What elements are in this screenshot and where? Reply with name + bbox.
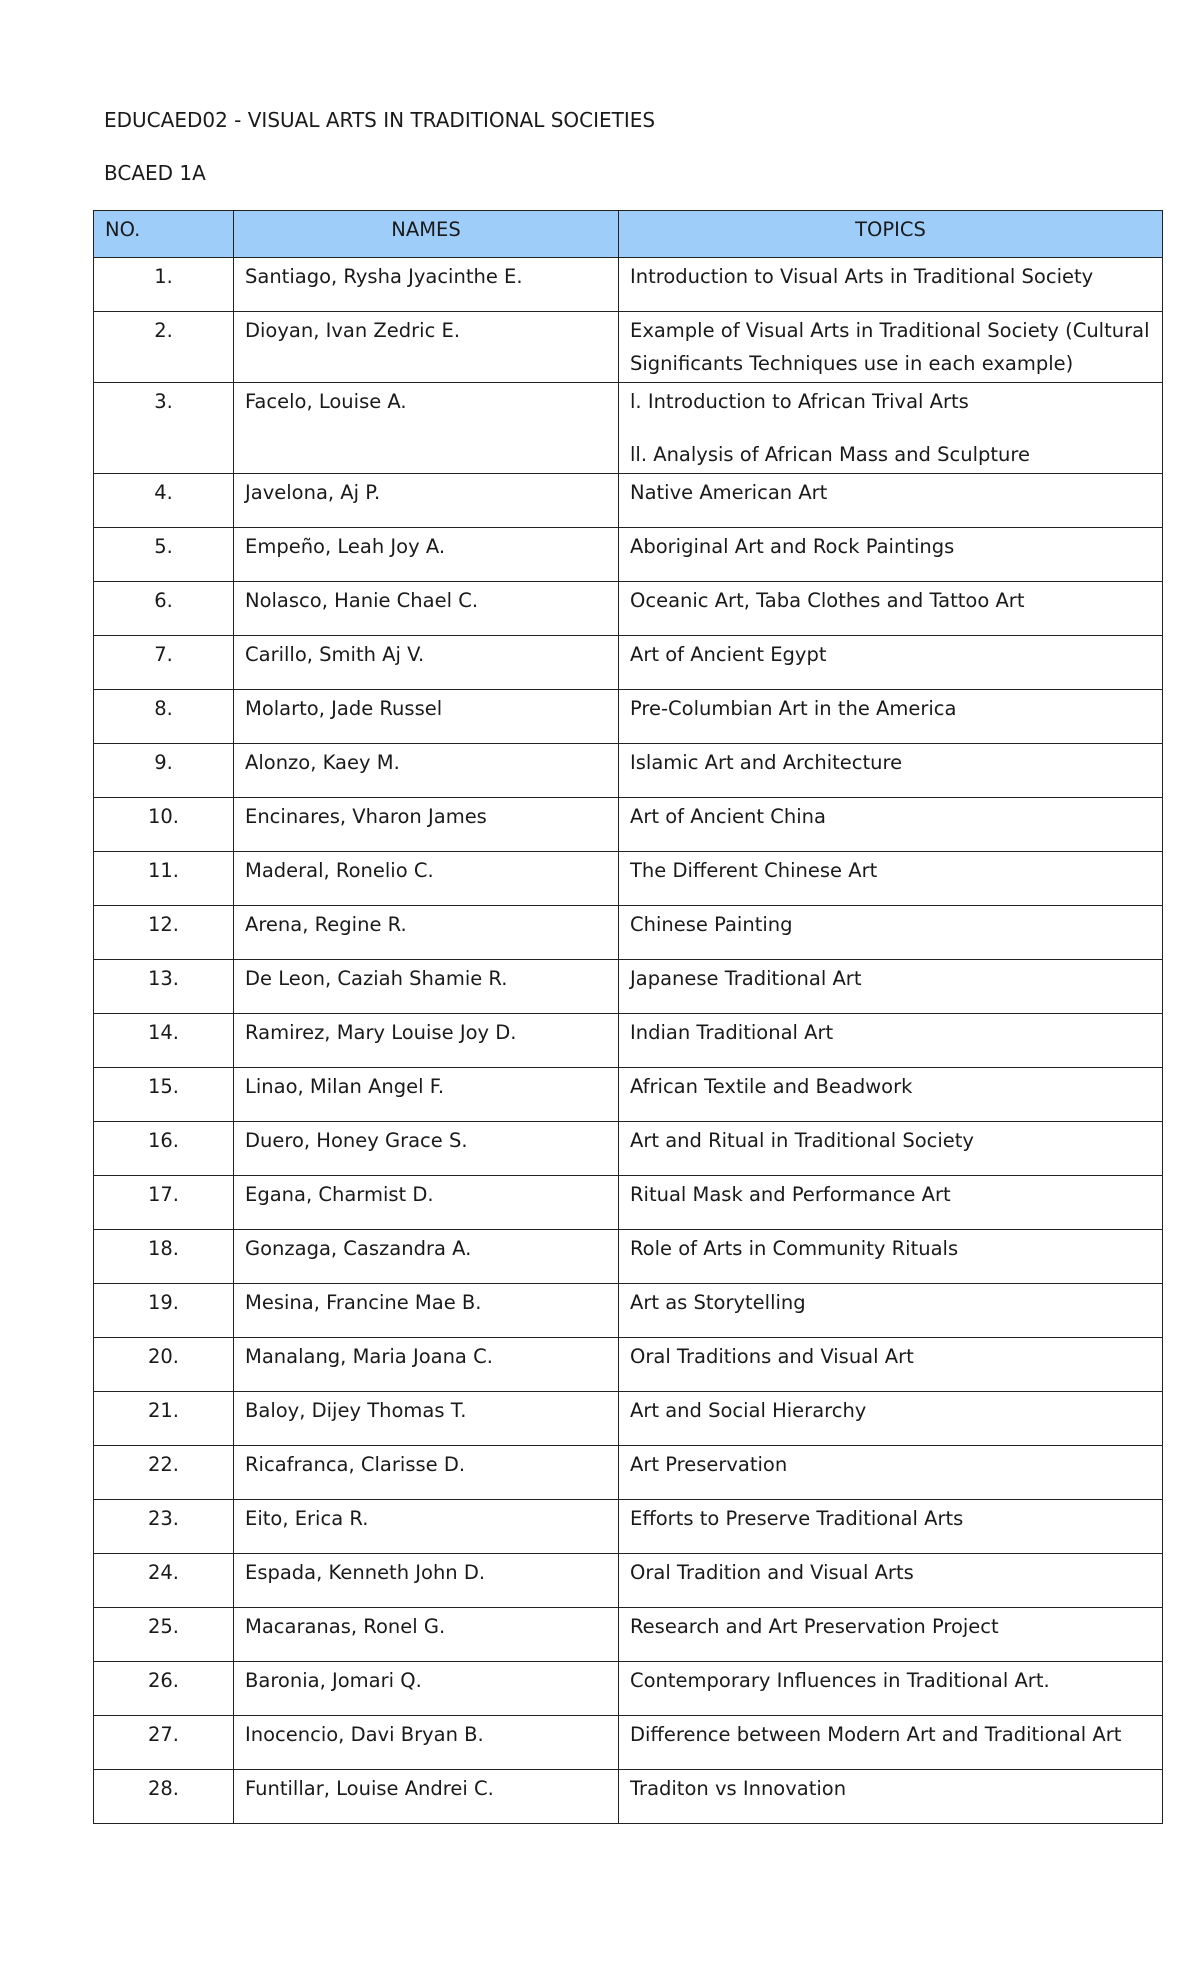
table-row (94, 312, 1163, 383)
topic-cell (619, 528, 1163, 582)
row-number: 19. (94, 1284, 234, 1338)
table-row (94, 258, 1163, 312)
topic-cell (619, 474, 1163, 528)
row-number: 6. (94, 582, 234, 636)
topic-cell (619, 1122, 1163, 1176)
topic-text: Difference between Modern Art and Traditional Art (630, 1723, 1122, 1746)
topic-text: Example of Visual Arts in Traditional Society (Cultural Significants Techniques use in each example) (630, 319, 1150, 375)
row-number: 17. (94, 1176, 234, 1230)
topic-cell (619, 1500, 1163, 1554)
student-name: Ramirez, Mary Louise Joy D. (234, 1014, 619, 1068)
row-number: 15. (94, 1068, 234, 1122)
student-name: Manalang, Maria Joana C. (234, 1338, 619, 1392)
topic-text: Ritual Mask and Performance Art (630, 1183, 951, 1206)
topic-cell (619, 690, 1163, 744)
student-name: Duero, Honey Grace S. (234, 1122, 619, 1176)
student-name: Funtillar, Louise Andrei C. (234, 1770, 619, 1824)
table-row (94, 852, 1163, 906)
student-name: Inocencio, Davi Bryan B. (234, 1716, 619, 1770)
header-topics: TOPICS (619, 211, 1163, 258)
student-name: De Leon, Caziah Shamie R. (234, 960, 619, 1014)
topic-cell (619, 582, 1163, 636)
row-number: 4. (94, 474, 234, 528)
student-name: Egana, Charmist D. (234, 1176, 619, 1230)
topic-cell (619, 852, 1163, 906)
row-number: 9. (94, 744, 234, 798)
table-row (94, 906, 1163, 960)
student-name: Eito, Erica R. (234, 1500, 619, 1554)
topic-cell (619, 1446, 1163, 1500)
row-number: 24. (94, 1554, 234, 1608)
student-name: Facelo, Louise A. (234, 383, 619, 474)
row-number: 1. (94, 258, 234, 312)
header-names: NAMES (234, 211, 619, 258)
topic-cell (619, 312, 1163, 383)
row-number: 23. (94, 1500, 234, 1554)
topic-text: Chinese Painting (630, 913, 793, 936)
table-body (94, 258, 1163, 1824)
topic-text: Art of Ancient China (630, 805, 826, 828)
table-row (94, 1446, 1163, 1500)
student-name: Nolasco, Hanie Chael C. (234, 582, 619, 636)
row-number: 25. (94, 1608, 234, 1662)
table-row (94, 1068, 1163, 1122)
topic-text: Oceanic Art, Taba Clothes and Tattoo Art (630, 589, 1025, 612)
topic-cell (619, 1176, 1163, 1230)
table-row (94, 1176, 1163, 1230)
row-number: 11. (94, 852, 234, 906)
topic-text: Art and Ritual in Traditional Society (630, 1129, 974, 1152)
row-number: 3. (94, 383, 234, 474)
topic-cell (619, 1554, 1163, 1608)
topic-cell (619, 383, 1163, 474)
topic-cell (619, 798, 1163, 852)
header-no: NO. (94, 211, 234, 258)
topic-text: Contemporary Influences in Traditional Art. (630, 1669, 1050, 1692)
row-number: 27. (94, 1716, 234, 1770)
topic-text: Art Preservation (630, 1453, 788, 1476)
row-number: 12. (94, 906, 234, 960)
row-number: 7. (94, 636, 234, 690)
table-header-row (94, 211, 1163, 258)
table-row (94, 1122, 1163, 1176)
topic-text: Native American Art (630, 481, 828, 504)
row-number: 14. (94, 1014, 234, 1068)
table-row (94, 636, 1163, 690)
topic-cell (619, 1284, 1163, 1338)
topic-cell (619, 1770, 1163, 1824)
topic-text: Research and Art Preservation Project (630, 1615, 999, 1638)
topic-cell (619, 1014, 1163, 1068)
topic-cell (619, 1392, 1163, 1446)
topic-text: Islamic Art and Architecture (630, 751, 903, 774)
row-number: 2. (94, 312, 234, 383)
table-row (94, 1392, 1163, 1446)
table-row (94, 1338, 1163, 1392)
table-row (94, 1500, 1163, 1554)
student-name: Arena, Regine R. (234, 906, 619, 960)
topic-text: Oral Tradition and Visual Arts (630, 1561, 914, 1584)
topic-text: Aboriginal Art and Rock Paintings (630, 535, 955, 558)
student-name: Macaranas, Ronel G. (234, 1608, 619, 1662)
student-name: Empeño, Leah Joy A. (234, 528, 619, 582)
student-name: Molarto, Jade Russel (234, 690, 619, 744)
table-row (94, 528, 1163, 582)
table-row (94, 1716, 1163, 1770)
student-name: Gonzaga, Caszandra A. (234, 1230, 619, 1284)
row-number: 5. (94, 528, 234, 582)
student-name: Encinares, Vharon James (234, 798, 619, 852)
topic-text: Role of Arts in Community Rituals (630, 1237, 959, 1260)
row-number: 26. (94, 1662, 234, 1716)
topic-cell (619, 258, 1163, 312)
topic-text: African Textile and Beadwork (630, 1075, 913, 1098)
table-row (94, 690, 1163, 744)
student-name: Mesina, Francine Mae B. (234, 1284, 619, 1338)
topic-cell (619, 906, 1163, 960)
table-row (94, 1230, 1163, 1284)
table-row (94, 1662, 1163, 1716)
table-row (94, 582, 1163, 636)
document-title: EDUCAED02 - VISUAL ARTS IN TRADITIONAL SOCIETIES (104, 108, 656, 132)
student-name: Alonzo, Kaey M. (234, 744, 619, 798)
row-number: 28. (94, 1770, 234, 1824)
topic-cell (619, 960, 1163, 1014)
topic-text: Introduction to Visual Arts in Traditional Society (630, 265, 1094, 288)
topic-cell (619, 1608, 1163, 1662)
table-row (94, 1284, 1163, 1338)
student-name: Santiago, Rysha Jyacinthe E. (234, 258, 619, 312)
table-row (94, 1554, 1163, 1608)
topic-text: Pre-Columbian Art in the America (630, 697, 957, 720)
student-name: Javelona, Aj P. (234, 474, 619, 528)
section-label: BCAED 1A (104, 161, 206, 185)
row-number: 20. (94, 1338, 234, 1392)
topic-cell (619, 1662, 1163, 1716)
topic-text: Art of Ancient Egypt (630, 643, 827, 666)
topic-cell (619, 1068, 1163, 1122)
student-name: Carillo, Smith Aj V. (234, 636, 619, 690)
row-number: 22. (94, 1446, 234, 1500)
topic-text: Oral Traditions and Visual Art (630, 1345, 914, 1368)
topic-text: Indian Traditional Art (630, 1021, 834, 1044)
topic-cell (619, 1716, 1163, 1770)
row-number: 16. (94, 1122, 234, 1176)
student-name: Ricafranca, Clarisse D. (234, 1446, 619, 1500)
topic-cell (619, 1338, 1163, 1392)
table-row (94, 744, 1163, 798)
row-number: 21. (94, 1392, 234, 1446)
table-row (94, 1014, 1163, 1068)
topic-cell (619, 636, 1163, 690)
table-row (94, 1608, 1163, 1662)
student-name: Espada, Kenneth John D. (234, 1554, 619, 1608)
topic-cell (619, 744, 1163, 798)
table-row (94, 383, 1163, 474)
topic-text: l. Introduction to African Trival Arts (630, 390, 969, 413)
table-row (94, 1770, 1163, 1824)
topic-text: Traditon vs Innovation (630, 1777, 847, 1800)
student-name: Baronia, Jomari Q. (234, 1662, 619, 1716)
assignment-table (93, 210, 1163, 1824)
topic-text: Japanese Traditional Art (630, 967, 862, 990)
row-number: 18. (94, 1230, 234, 1284)
topic-cell (619, 1230, 1163, 1284)
student-name: Maderal, Ronelio C. (234, 852, 619, 906)
table-row (94, 798, 1163, 852)
table-row (94, 960, 1163, 1014)
topic-text: Art as Storytelling (630, 1291, 806, 1314)
student-name: Linao, Milan Angel F. (234, 1068, 619, 1122)
student-name: Baloy, Dijey Thomas T. (234, 1392, 619, 1446)
topic-text: Art and Social Hierarchy (630, 1399, 867, 1422)
row-number: 10. (94, 798, 234, 852)
student-name: Dioyan, Ivan Zedric E. (234, 312, 619, 383)
topic-text-secondary: ll. Analysis of African Mass and Sculpture (630, 443, 1030, 466)
topic-text: Efforts to Preserve Traditional Arts (630, 1507, 964, 1530)
row-number: 8. (94, 690, 234, 744)
topic-text: The Different Chinese Art (630, 859, 878, 882)
table-row (94, 474, 1163, 528)
row-number: 13. (94, 960, 234, 1014)
